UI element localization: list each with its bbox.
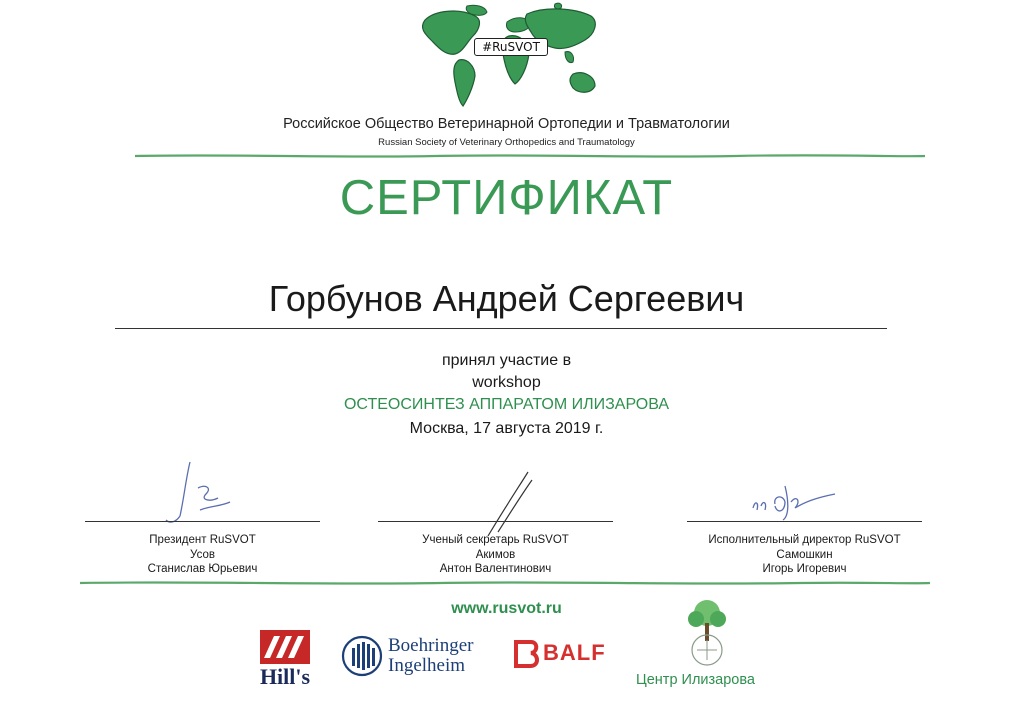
hills-logo-icon: [258, 628, 312, 666]
signature-block-secretary: [378, 533, 613, 577]
world-map-logo: [415, 2, 605, 112]
certificate-title: СЕРТИФИКАТ: [339, 171, 674, 225]
website-link[interactable]: www.rusvot.ru: [451, 600, 562, 617]
bottom-divider: [80, 579, 930, 587]
signature-block-director: [687, 533, 922, 577]
signature-role: Исполнительный директор RuSVOT: [708, 534, 901, 546]
sponsor-balf: BALF: [543, 640, 606, 665]
balf-logo-icon: [513, 639, 541, 669]
signature-surname: Акимов: [475, 548, 516, 561]
hashtag-label: #RuSVOT: [474, 38, 548, 56]
sponsor-hills: Hill's: [259, 664, 311, 689]
sponsor-boehringer-line2: Ingelheim: [388, 655, 466, 676]
org-name-en: Russian Society of Veterinary Orthopedics and Traumatology: [378, 137, 635, 148]
boehringer-logo-icon: [340, 634, 384, 678]
event-type: workshop: [472, 374, 541, 391]
signature-surname: Самошкин: [776, 548, 833, 561]
signature-line: [687, 521, 922, 522]
signature-line: [85, 521, 320, 522]
top-divider: [135, 152, 925, 160]
signature-given-name: Игорь Игоревич: [762, 563, 847, 575]
signature-role: Президент RuSVOT: [149, 534, 256, 546]
participation-text: принял участие в: [441, 352, 572, 369]
place-date: Москва, 17 августа 2019 г.: [409, 420, 604, 437]
signature-block-president: [85, 533, 320, 577]
sponsor-boehringer-line1: Boehringer: [388, 635, 474, 656]
recipient-name: Горбунов Андрей Сергеевич: [268, 278, 745, 319]
signature-icon: [745, 472, 845, 522]
sponsor-ilizarov-center: Центр Илизарова: [636, 672, 755, 688]
signature-icon: [140, 458, 250, 528]
event-name: ОСТЕОСИНТЕЗ АППАРАТОМ ИЛИЗАРОВА: [343, 396, 670, 413]
signature-icon: [470, 470, 540, 540]
ilizarov-tree-logo-icon: [682, 595, 732, 670]
name-underline: [115, 328, 887, 329]
signature-line: [378, 521, 613, 522]
signature-given-name: Антон Валентинович: [439, 563, 552, 575]
org-name-ru: Российское Общество Ветеринарной Ортопедии и Травматологии: [283, 116, 730, 132]
signature-given-name: Станислав Юрьевич: [147, 563, 258, 575]
sponsor-boehringer: [388, 636, 473, 676]
signature-role: Ученый секретарь RuSVOT: [422, 534, 569, 546]
signature-surname: Усов: [190, 548, 215, 561]
